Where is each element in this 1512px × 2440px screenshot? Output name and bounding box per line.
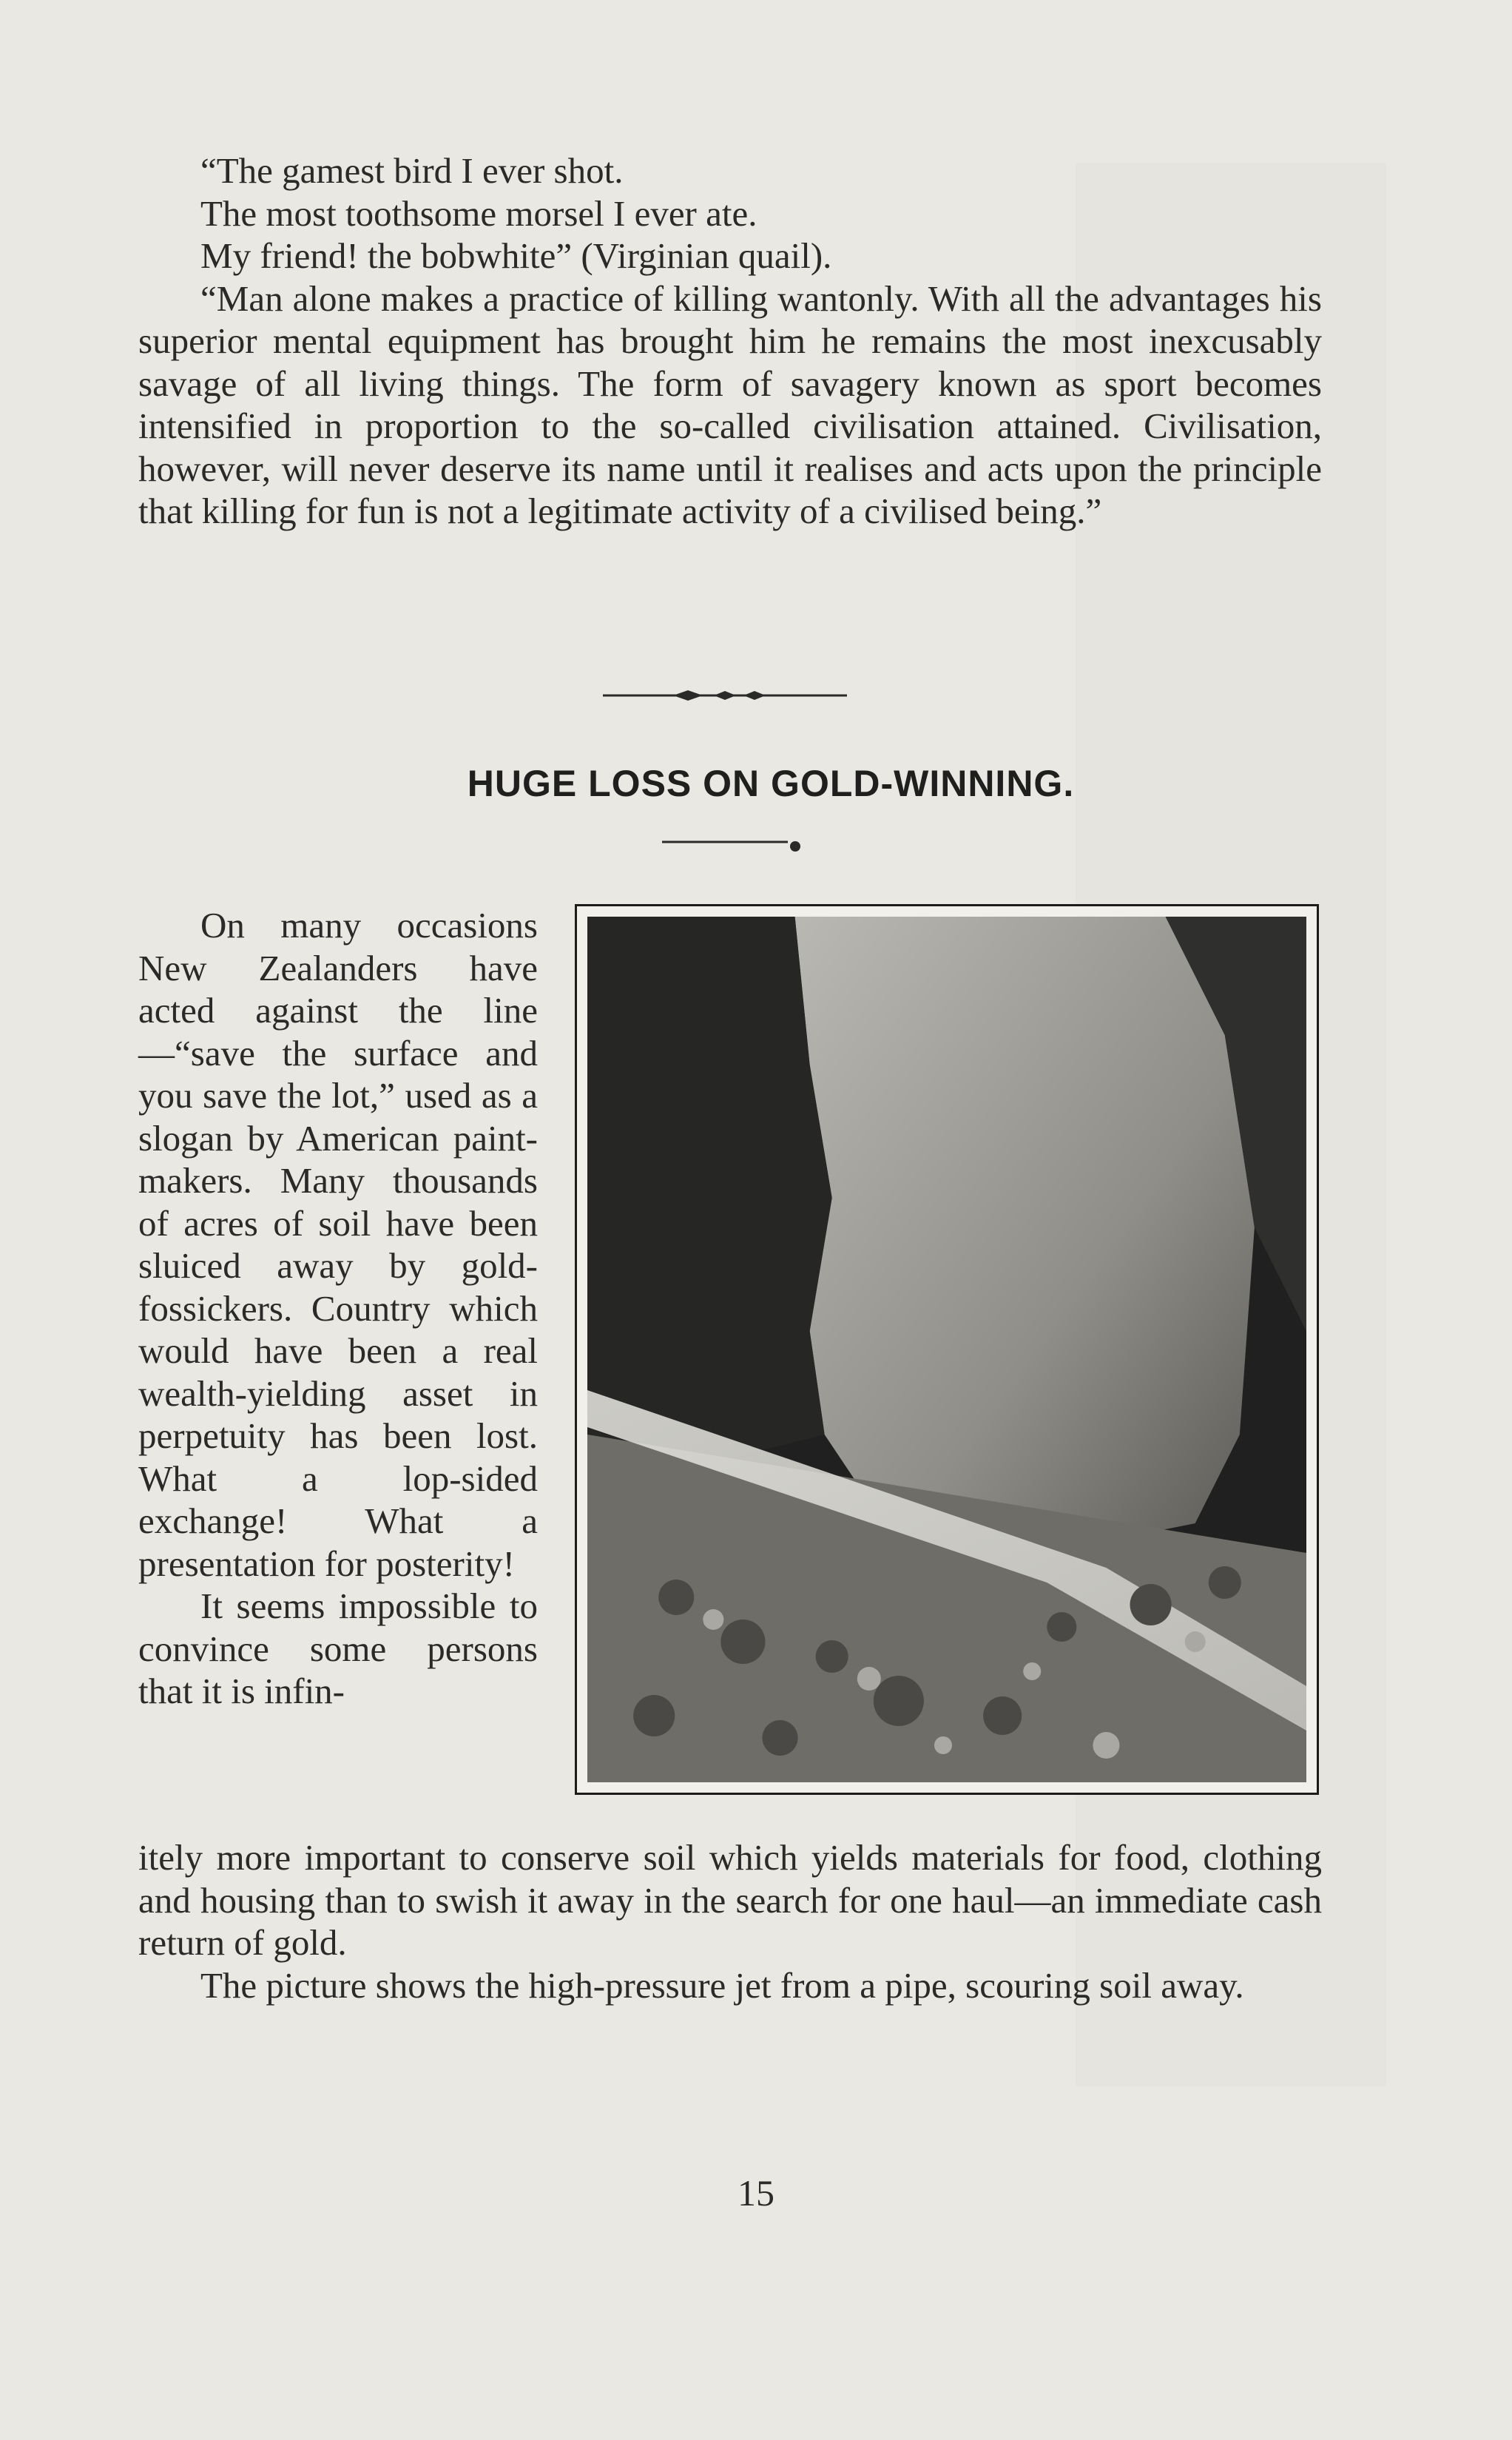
article-heading: HUGE LOSS ON GOLD-WINNING. bbox=[467, 763, 1075, 804]
quote-line-3: My friend! the bobwhite” (Virginian quail). bbox=[200, 235, 832, 276]
article-paragraph-2-start: It seems impossible to convince some persons that it is infin- bbox=[138, 1585, 538, 1711]
heading-underline bbox=[662, 836, 810, 854]
article-continuation bbox=[138, 1836, 1322, 2006]
article-paragraph-1: On many occasions New Zealanders have acted against the line —“save the surface and you save the lot,” used as a slogan by American paint-makers. Many thousands of acres of soil have been sluiced away by gold-fossickers. Country which would have been a real wealth-yielding asset in perpetuity has been lost. What a lop-sided exchange! What a presentation for posterity! bbox=[138, 905, 538, 1584]
ornamental-divider bbox=[603, 687, 847, 704]
continued-paragraph: itely more important to conserve soil which yields materials for food, clothing and housing than to swish it away in the search for one haul—an immediate cash return of gold. bbox=[138, 1837, 1322, 1963]
quote-line-2: The most toothsome morsel I ever ate. bbox=[200, 192, 757, 234]
opening-quote-block bbox=[138, 149, 1322, 533]
gold-sluicing-photo bbox=[575, 904, 1319, 1795]
sport-paragraph: “Man alone makes a practice of killing wantonly. With all the advantages his superior mental equipment has brought him he remains the most inexcusably savage of all living things. The form of savagery known as sport becomes intensified in proportion to the so-called civilisation attained. Civilisation, however, will never deserve its name until it realises and acts upon the principle that killing for fun is not a legitimate activity of a civilised being.” bbox=[138, 277, 1322, 531]
photo-image bbox=[587, 917, 1306, 1782]
page-number: 15 bbox=[738, 2172, 774, 2214]
article-column bbox=[138, 904, 538, 1713]
quote-line-1: “The gamest bird I ever shot. bbox=[200, 150, 624, 191]
caption-paragraph: The picture shows the high-pressure jet from a pipe, scouring soil away. bbox=[200, 1964, 1244, 2006]
